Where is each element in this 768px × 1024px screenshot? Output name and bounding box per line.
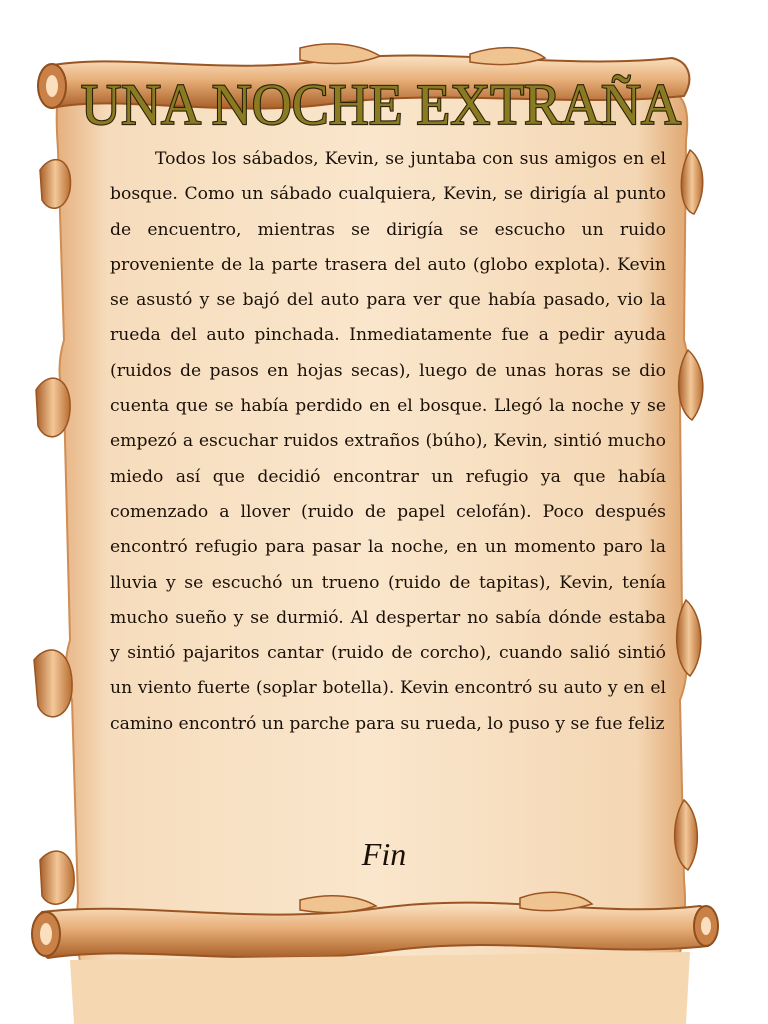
title-text: UNA NOCHE EXTRAÑA [81,72,682,136]
ending-text: Fin [361,836,407,872]
page-title [76,72,686,136]
story-paragraph: Todos los sábados, Kevin, se juntaba con sus amigos en el bosque. Como un sábado cualquiera, Kevin, se dirigía al punto de encuentro, mientras se dirigía se escucho un ruido proveniente de la parte trasera del auto (globo explota). Kevin se asustó y se bajó del auto para ver que había pasado, vio la rueda del auto pinchada. Inmediatamente fue a pedir ayuda (ruidos de pasos en hojas secas), luego de unas horas se dio cuenta que se había perdido en el bosque. Llegó la noche y se empezó a escuchar ruidos extraños (búho), Kevin, sintió mucho miedo así que decidió encontrar un refugio ya que había comenzado a llover (ruido de papel celofán). Poco después encontró refugio para pasar la noche, en un momento paro la lluvia y se escuchó un trueno (ruido de tapitas), Kevin, tenía mucho sueño y se durmió. Al despertar no sabía dónde estaba y sintió pajaritos cantar (ruido de corcho), cuando salió sintió un viento fuerte (soplar botella). Kevin encontró su auto y en el camino encontró un parche para su rueda, lo puso y se fue feliz [110,149,666,734]
